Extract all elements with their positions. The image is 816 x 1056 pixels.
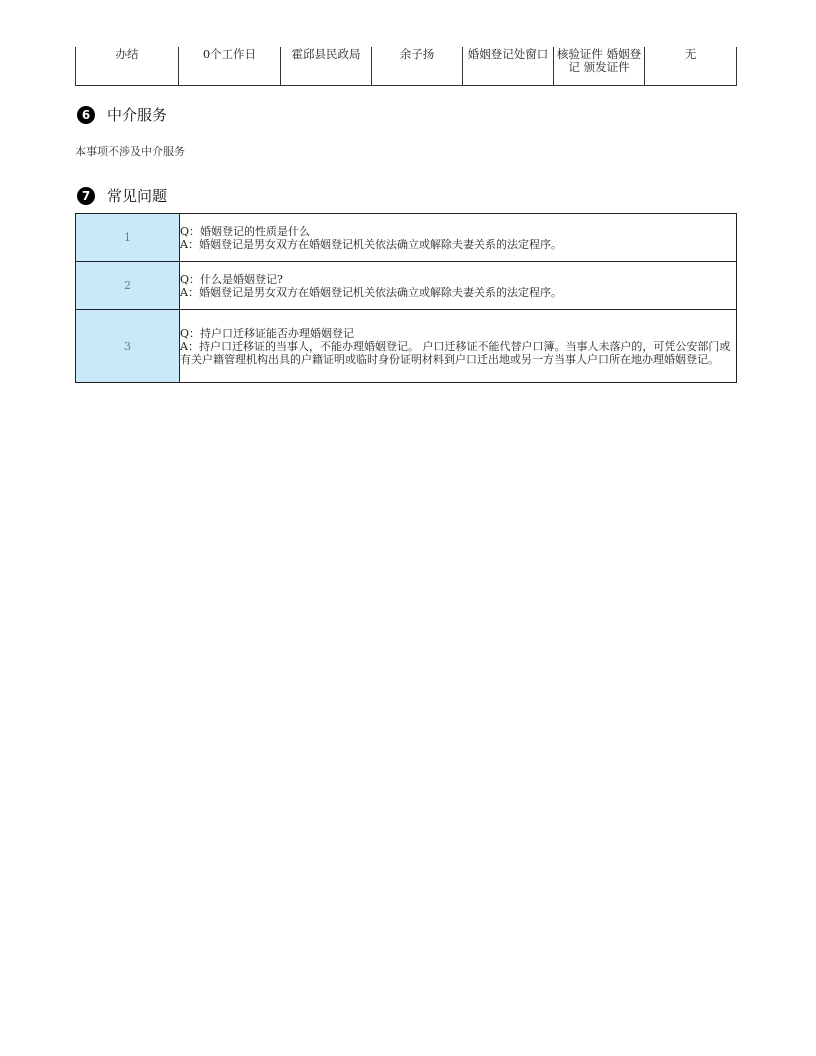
faq-answer: A：持户口迁移证的当事人，不能办理婚姻登记。 户口迁移证不能代替户口簿。当事人未落户的，可凭公安部门或有关户籍管理机构出具的户籍证明或临时身份证明材料到户口迁出地或另一方当事人户口所在地办理婚姻登记。 bbox=[180, 339, 731, 366]
process-department-cell: 霍邱县民政局 bbox=[281, 47, 372, 86]
faq-row bbox=[76, 214, 737, 262]
faq-answer: A：婚姻登记是男女双方在婚姻登记机关依法确立或解除夫妻关系的法定程序。 bbox=[180, 285, 562, 299]
faq-table bbox=[75, 213, 737, 383]
faq-row bbox=[76, 262, 737, 310]
faq-row bbox=[76, 310, 737, 383]
process-location-cell: 婚姻登记处窗口 bbox=[463, 47, 554, 86]
section-heading-faq bbox=[77, 185, 167, 206]
section-number-badge: 7 bbox=[77, 187, 95, 205]
section-title: 中介服务 bbox=[107, 106, 168, 124]
process-stage-cell: 办结 bbox=[76, 47, 179, 86]
process-table bbox=[75, 47, 737, 86]
faq-question: Q：持户口迁移证能否办理婚姻登记 bbox=[180, 326, 355, 340]
section-heading-intermediary bbox=[77, 104, 167, 125]
faq-content-cell bbox=[180, 214, 737, 262]
process-content-cell: 核验证件 婚姻登记 颁发证件 bbox=[554, 47, 645, 86]
faq-question: Q：婚姻登记的性质是什么 bbox=[180, 224, 311, 238]
process-time-limit-cell: 0个工作日 bbox=[179, 47, 281, 86]
faq-number-cell: 3 bbox=[76, 310, 180, 383]
section-number-badge: 6 bbox=[77, 106, 95, 124]
process-row bbox=[76, 47, 737, 86]
faq-question: Q：什么是婚姻登记? bbox=[180, 272, 283, 286]
process-handler-cell: 余子扬 bbox=[372, 47, 463, 86]
intermediary-note: 本事项不涉及中介服务 bbox=[75, 145, 185, 158]
faq-number-cell: 2 bbox=[76, 262, 180, 310]
faq-number-cell: 1 bbox=[76, 214, 180, 262]
process-result-cell: 无 bbox=[645, 47, 737, 86]
faq-content-cell bbox=[180, 310, 737, 383]
faq-answer: A：婚姻登记是男女双方在婚姻登记机关依法确立或解除夫妻关系的法定程序。 bbox=[180, 237, 562, 251]
faq-content-cell bbox=[180, 262, 737, 310]
section-title: 常见问题 bbox=[107, 187, 168, 205]
